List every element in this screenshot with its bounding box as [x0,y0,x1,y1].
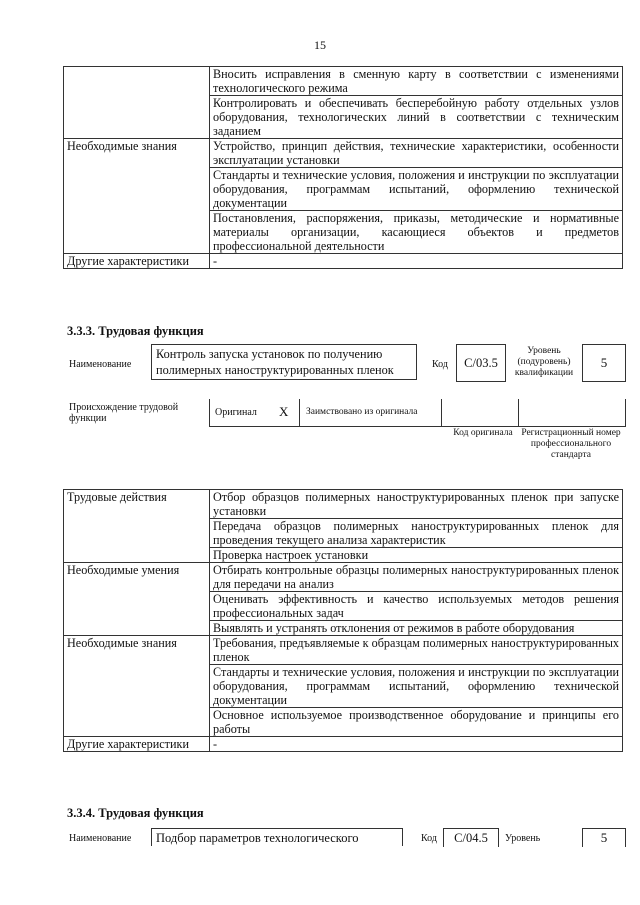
table-row [64,636,623,665]
function-name-box: Контроль запуска установок по получению полимерных наноструктурированных пленок [151,344,417,380]
code-original-caption: Код оригинала [453,428,513,438]
row-label: Другие характеристики [64,254,210,269]
row-label: Необходимые знания [64,139,210,254]
code-box: С/03.5 [456,344,506,382]
section-heading-333: 3.3.3. Трудовая функция [67,324,204,338]
row-item: Стандарты и технические условия, положения и инструкции по эксплуатации оборудования, программам испытаний, оформлению технической документации [210,665,623,708]
row-item: Отбирать контрольные образцы полимерных наноструктурированных пленок для передачи на анализ [210,563,623,592]
original-label: Оригинал [215,407,257,418]
reg-number-caption: Регистрационный номер профессионального стандарта [521,428,621,460]
table-row [64,490,623,519]
row-item: Отбор образцов полимерных наноструктурированных пленок при запуске установки [210,490,623,519]
row-item: Выявлять и устранять отклонения от режимов в работе оборудования [210,621,623,636]
borrowed-label: Заимствовано из оригинала [306,407,418,417]
row-item: - [210,737,623,752]
row-item: Контролировать и обеспечивать бесперебойную работу отдельных узлов оборудования, технологических линий в соответствии с техническим заданием [210,96,623,139]
table-row [64,737,623,752]
level-box-334: 5 [582,828,626,847]
level-label: Уровень (подуровень) квалификации [514,346,574,378]
row-item: Проверка настроек установки [210,548,623,563]
origin-label: Происхождение трудовой функции [69,402,179,424]
level-label-334: Уровень [505,833,541,844]
row-item: - [210,254,623,269]
row-item: Основное используемое производственное оборудование и принципы его работы [210,708,623,737]
function-table-333 [63,489,623,752]
level-box: 5 [582,344,626,382]
row-item: Постановления, распоряжения, приказы, методические и нормативные материалы организации, касающиеся объектов и предметов профессиональной деятельности [210,211,623,254]
row-label: Необходимые умения [64,563,210,636]
code-label-334: Код [421,833,437,844]
row-item: Оценивать эффективность и качество используемых методов решения профессиональных задач [210,592,623,621]
original-mark: X [279,404,289,419]
row-label: Необходимые знания [64,636,210,737]
row-item: Стандарты и технические условия, положения и инструкции по эксплуатации оборудования, программам испытаний, оформлению технической документации [210,168,623,211]
row-label [64,67,210,139]
table-row [64,139,623,168]
name-label: Наименование [69,359,132,370]
section-heading-334: 3.3.4. Трудовая функция [67,806,204,820]
row-item: Передача образцов полимерных наноструктурированных пленок для проведения текущего анализа характеристик [210,519,623,548]
table-row [64,67,623,96]
name-label-334: Наименование [69,833,132,844]
row-item: Требования, предъявляемые к образцам полимерных наноструктурированных пленок [210,636,623,665]
function-name-box-334: Подбор параметров технологического [151,828,403,846]
code-label: Код [432,359,448,370]
table-row [64,254,623,269]
table-row [64,563,623,592]
row-item: Устройство, принцип действия, технические характеристики, особенности эксплуатации установки [210,139,623,168]
row-label: Другие характеристики [64,737,210,752]
code-box-334: С/04.5 [443,828,499,847]
knowledge-table-1 [63,66,623,269]
row-item: Вносить исправления в сменную карту в соответствии с изменениями технологического режима [210,67,623,96]
row-label: Трудовые действия [64,490,210,563]
page-number: 15 [314,38,326,52]
